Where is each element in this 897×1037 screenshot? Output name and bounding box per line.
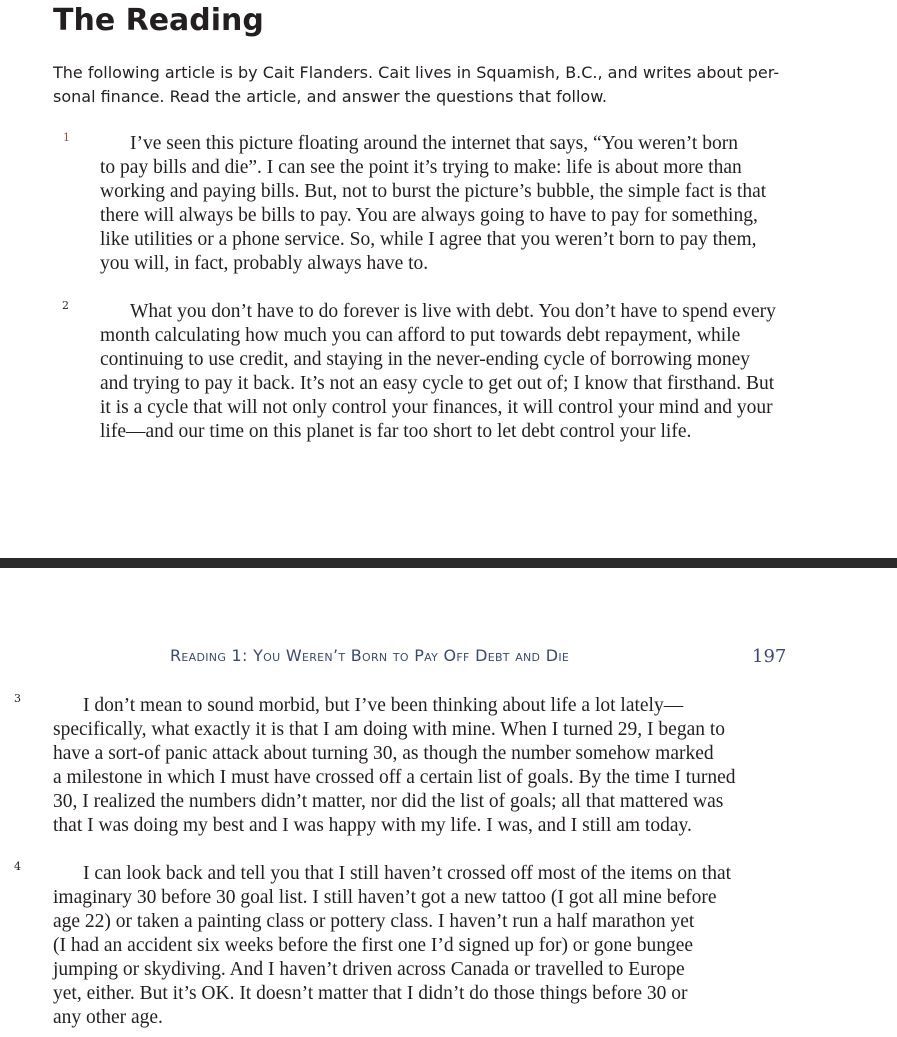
paragraph-3 <box>53 694 793 838</box>
paragraph-line: working and paying bills. But, not to burst the picture’s bubble, the simple fact is that <box>100 181 767 202</box>
paragraph-line: specifically, what exactly it is that I am doing with mine. When I turned 29, I began to <box>53 719 726 740</box>
section-heading: The Reading <box>53 3 264 38</box>
paragraph-line: you will, in fact, probably always have to. <box>100 253 429 274</box>
intro-line: The following article is by Cait Flanders. Cait lives in Squamish, B.C., and writes about per- <box>53 63 780 82</box>
paragraph-line: age 22) or taken a painting class or pottery class. I haven’t run a half marathon yet <box>53 911 695 932</box>
paragraph-2 <box>100 300 835 444</box>
paragraph-line: I’ve seen this picture floating around the internet that says, “You weren’t born <box>130 133 738 154</box>
running-head: Reading 1: You Weren’t Born to Pay Off Debt and Die <box>170 646 570 665</box>
paragraph-line: have a sort-of panic attack about turning 30, as though the number somehow marked <box>53 743 714 764</box>
paragraph-line: month calculating how much you can afford to put towards debt repayment, while <box>100 325 741 346</box>
paragraph-number: 1 <box>63 131 70 144</box>
paragraph-line: I don’t mean to sound morbid, but I’ve been thinking about life a lot lately— <box>83 695 684 716</box>
page-number: 197 <box>752 646 787 667</box>
paragraph-line: it is a cycle that will not only control your finances, it will control your mind and your <box>100 397 773 418</box>
paragraph-line: like utilities or a phone service. So, while I agree that you weren’t born to pay them, <box>100 229 757 250</box>
paragraph-line: (I had an accident six weeks before the first one I’d signed up for) or gone bungee <box>53 935 694 956</box>
paragraph-line: 30, I realized the numbers didn’t matter, nor did the list of goals; all that mattered was <box>53 791 724 812</box>
paragraph-line: a milestone in which I must have crossed off a certain list of goals. By the time I turned <box>53 767 736 788</box>
paragraph-line: continuing to use credit, and staying in the never-ending cycle of borrowing money <box>100 349 750 370</box>
intro-text <box>53 61 813 109</box>
paragraph-line: I can look back and tell you that I still haven’t crossed off most of the items on that <box>83 863 732 884</box>
paragraph-1 <box>100 132 835 276</box>
paragraph-number: 3 <box>14 692 21 705</box>
paragraph-line: to pay bills and die”. I can see the point it’s trying to make: life is about more than <box>100 157 742 178</box>
paragraph-line: jumping or skydiving. And I haven’t driven across Canada or travelled to Europe <box>53 959 685 980</box>
paragraph-line: What you don’t have to do forever is live with debt. You don’t have to spend every <box>130 301 776 322</box>
paragraph-line: any other age. <box>53 1007 163 1028</box>
page-divider <box>0 558 897 568</box>
paragraph-line: life—and our time on this planet is far too short to let debt control your life. <box>100 421 692 442</box>
paragraph-line: there will always be bills to pay. You are always going to have to pay for something, <box>100 205 758 226</box>
paragraph-number: 2 <box>62 299 69 312</box>
paragraph-line: imaginary 30 before 30 goal list. I still haven’t got a new tattoo (I got all mine before <box>53 887 717 908</box>
paragraph-4 <box>53 862 793 1030</box>
intro-line: sonal finance. Read the article, and answer the questions that follow. <box>53 87 607 106</box>
paragraph-number: 4 <box>14 860 21 873</box>
paragraph-line: that I was doing my best and I was happy with my life. I was, and I still am today. <box>53 815 692 836</box>
paragraph-line: and trying to pay it back. It’s not an easy cycle to get out of; I know that firsthand. But <box>100 373 775 394</box>
paragraph-line: yet, either. But it’s OK. It doesn’t matter that I didn’t do those things before 30 or <box>53 983 688 1004</box>
